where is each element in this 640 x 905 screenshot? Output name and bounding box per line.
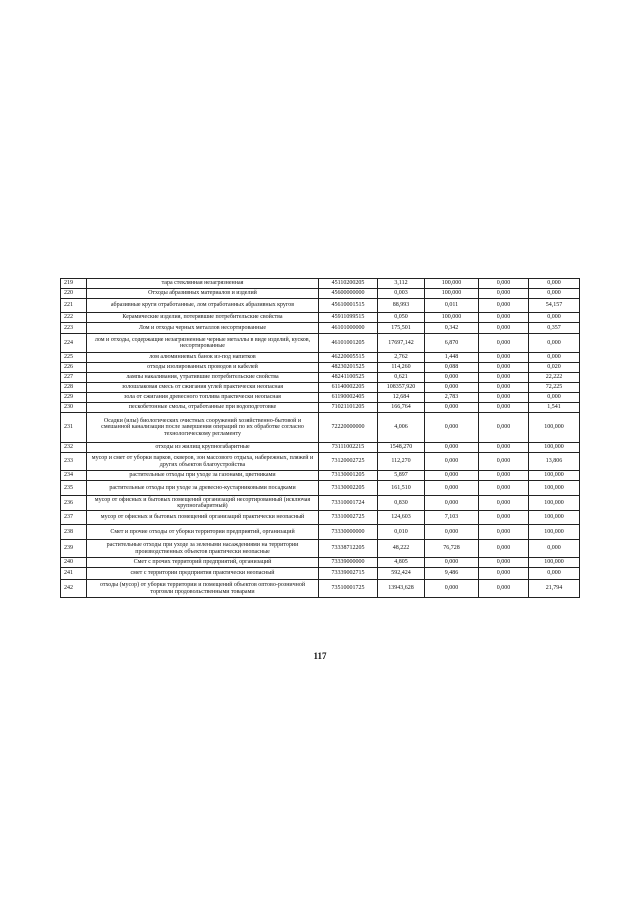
waste-name: мусор и смет от уборки парков, скверов, зон массового отдыха, набережных, пляжей и других объектов благоустройства [87,453,319,471]
fkko-code: 46101000000 [319,323,378,334]
waste-name: Осадки (илы) биологических очистных сооружений хозяйственно-бытовой и смешанной канализации после завершения операций по их обработке согласно технологическому регламенту [87,413,319,443]
waste-name: отходы из жилищ крупногабаритные [87,443,319,453]
value-1: 0,830 [378,496,425,511]
waste-name: Лом и отходы черных металлов несортированные [87,323,319,334]
row-number: 230 [61,403,87,413]
value-4: 100,000 [529,525,580,540]
row-number: 240 [61,558,87,568]
value-2: 2,783 [425,393,479,403]
value-2: 0,000 [425,496,479,511]
value-3: 0,000 [479,540,529,558]
value-1: 3,112 [378,279,425,289]
fkko-code: 73339000000 [319,558,378,568]
value-3: 0,000 [479,363,529,373]
table-row [61,393,580,403]
value-4: 0,000 [529,279,580,289]
value-1: 0,010 [378,525,425,540]
table-row [61,353,580,363]
table-row [61,279,580,289]
fkko-code: 45911099515 [319,313,378,323]
value-2: 9,486 [425,568,479,580]
value-2: 0,088 [425,363,479,373]
value-3: 0,000 [479,413,529,443]
value-4: 22,222 [529,373,580,383]
fkko-code: 73130001205 [319,471,378,481]
value-1: 13943,628 [378,580,425,598]
value-4: 0,000 [529,353,580,363]
value-4: 100,000 [529,471,580,481]
fkko-code: 73310001724 [319,496,378,511]
value-3: 0,000 [479,481,529,496]
value-2: 0,000 [425,383,479,393]
fkko-code: 73111002215 [319,443,378,453]
value-1: 12,684 [378,393,425,403]
value-1: 0,621 [378,373,425,383]
fkko-code: 45610001515 [319,299,378,313]
fkko-code: 73120002725 [319,453,378,471]
fkko-code: 72220000000 [319,413,378,443]
table-row [61,471,580,481]
value-4: 72,225 [529,383,580,393]
value-2: 1,448 [425,353,479,363]
table-row [61,558,580,568]
value-3: 0,000 [479,383,529,393]
fkko-code: 46101001205 [319,334,378,353]
fkko-code: 45600000000 [319,289,378,299]
row-number: 226 [61,363,87,373]
value-4: 100,000 [529,558,580,568]
value-3: 0,000 [479,580,529,598]
waste-name: мусор от офисных и бытовых помещений организаций несортированный (исключая крупногабаритный) [87,496,319,511]
value-3: 0,000 [479,496,529,511]
table-row [61,403,580,413]
value-1: 2,762 [378,353,425,363]
value-3: 0,000 [479,471,529,481]
row-number: 234 [61,471,87,481]
value-3: 0,000 [479,353,529,363]
row-number: 236 [61,496,87,511]
value-4: 0,000 [529,393,580,403]
fkko-code: 73310002725 [319,511,378,525]
value-4: 0,000 [529,334,580,353]
table-row [61,481,580,496]
row-number: 242 [61,580,87,598]
row-number: 219 [61,279,87,289]
waste-name: абразивные круги отработанные, лом отработанных абразивных кругов [87,299,319,313]
value-3: 0,000 [479,403,529,413]
value-3: 0,000 [479,525,529,540]
waste-table-body [61,279,580,598]
fkko-code: 48241100525 [319,373,378,383]
value-1: 4,006 [378,413,425,443]
value-4: 100,000 [529,413,580,443]
value-3: 0,000 [479,443,529,453]
row-number: 235 [61,481,87,496]
value-1: 161,510 [378,481,425,496]
value-2: 0,342 [425,323,479,334]
fkko-code: 73130002205 [319,481,378,496]
table-row [61,413,580,443]
value-2: 0,000 [425,471,479,481]
fkko-code: 61140002205 [319,383,378,393]
fkko-code: 73510001725 [319,580,378,598]
row-number: 237 [61,511,87,525]
value-3: 0,000 [479,558,529,568]
waste-name: мусор от офисных и бытовых помещений организаций практически неопасный [87,511,319,525]
row-number: 227 [61,373,87,383]
value-4: 13,806 [529,453,580,471]
waste-name: растительные отходы при уходе за древесно-кустарниковыми посадками [87,481,319,496]
table-row [61,511,580,525]
value-2: 0,011 [425,299,479,313]
waste-name: лом алюминиевых банок из-под напитков [87,353,319,363]
row-number: 222 [61,313,87,323]
table-row [61,289,580,299]
table-row [61,443,580,453]
value-2: 0,000 [425,443,479,453]
value-4: 0,000 [529,540,580,558]
value-1: 124,603 [378,511,425,525]
row-number: 232 [61,443,87,453]
row-number: 223 [61,323,87,334]
fkko-code: 46220005515 [319,353,378,363]
value-4: 100,000 [529,496,580,511]
value-1: 48,222 [378,540,425,558]
value-3: 0,000 [479,323,529,334]
waste-name: Смет с прочих территорий предприятий, организаций [87,558,319,568]
value-4: 0,020 [529,363,580,373]
value-1: 112,270 [378,453,425,471]
value-4: 0,000 [529,568,580,580]
table-row [61,313,580,323]
value-2: 0,000 [425,373,479,383]
value-3: 0,000 [479,453,529,471]
table-row [61,323,580,334]
value-2: 76,728 [425,540,479,558]
waste-table-container [60,278,579,598]
row-number: 233 [61,453,87,471]
value-4: 54,157 [529,299,580,313]
table-row [61,373,580,383]
value-1: 5,897 [378,471,425,481]
waste-name: растительные отходы при уходе за газонами, цветниками [87,471,319,481]
waste-name: Смет и прочие отходы от уборки территории предприятий, организаций [87,525,319,540]
value-4: 0,357 [529,323,580,334]
value-4: 21,794 [529,580,580,598]
value-1: 17697,142 [378,334,425,353]
table-row [61,540,580,558]
value-3: 0,000 [479,373,529,383]
value-4: 0,000 [529,313,580,323]
value-1: 88,993 [378,299,425,313]
value-4: 0,000 [529,289,580,299]
value-4: 100,000 [529,481,580,496]
value-1: 592,424 [378,568,425,580]
waste-name: пескобетонные смолы, отработанные при водоподготовке [87,403,319,413]
value-3: 0,000 [479,568,529,580]
value-1: 108357,920 [378,383,425,393]
value-1: 1548,270 [378,443,425,453]
value-4: 100,000 [529,511,580,525]
value-4: 100,000 [529,443,580,453]
table-row [61,363,580,373]
value-2: 0,000 [425,481,479,496]
row-number: 231 [61,413,87,443]
table-row [61,580,580,598]
waste-table [60,278,580,598]
row-number: 220 [61,289,87,299]
value-1: 175,501 [378,323,425,334]
value-2: 0,000 [425,580,479,598]
waste-name: отходы (мусор) от уборки территории и помещений объектов оптово-розничной торговли продовольственными товарами [87,580,319,598]
waste-name: лом и отходы, содержащие незагрязненные черные металлы в виде изделий, кусков, несортированные [87,334,319,353]
waste-name: тара стеклянная незагрязненная [87,279,319,289]
table-row [61,496,580,511]
row-number: 238 [61,525,87,540]
value-1: 114,260 [378,363,425,373]
table-row [61,453,580,471]
value-1: 4,805 [378,558,425,568]
value-3: 0,000 [479,511,529,525]
value-1: 0,050 [378,313,425,323]
fkko-code: 61190002405 [319,393,378,403]
waste-name: зола от сжигания древесного топлива практически неопасная [87,393,319,403]
waste-name: Керамические изделия, потерявшие потребительские свойства [87,313,319,323]
table-row [61,299,580,313]
fkko-code: 48230201525 [319,363,378,373]
value-1: 166,764 [378,403,425,413]
waste-name: золошлаковая смесь от сжигания углей практически неопасная [87,383,319,393]
row-number: 224 [61,334,87,353]
value-2: 0,000 [425,558,479,568]
value-2: 0,000 [425,525,479,540]
value-3: 0,000 [479,289,529,299]
table-row [61,383,580,393]
fkko-code: 73330000000 [319,525,378,540]
value-2: 6,870 [425,334,479,353]
waste-name: смет с территории предприятия практически неопасный [87,568,319,580]
value-3: 0,000 [479,279,529,289]
waste-name: Отходы абразивных материалов и изделий [87,289,319,299]
table-row [61,568,580,580]
row-number: 229 [61,393,87,403]
row-number: 221 [61,299,87,313]
row-number: 228 [61,383,87,393]
value-2: 7,103 [425,511,479,525]
value-3: 0,000 [479,313,529,323]
waste-name: лампы накаливания, утратившие потребительские свойства [87,373,319,383]
waste-name: отходы изолированных проводов и кабелей [87,363,319,373]
waste-name: растительные отходы при уходе за зелеными насаждениями на территории производственных объектов практически неопасные [87,540,319,558]
row-number: 239 [61,540,87,558]
fkko-code: 45110200205 [319,279,378,289]
fkko-code: 73338712205 [319,540,378,558]
fkko-code: 71021101205 [319,403,378,413]
fkko-code: 73339002715 [319,568,378,580]
value-2: 100,000 [425,289,479,299]
value-2: 100,000 [425,279,479,289]
value-2: 100,000 [425,313,479,323]
value-4: 1,541 [529,403,580,413]
value-1: 0,003 [378,289,425,299]
row-number: 241 [61,568,87,580]
table-row [61,525,580,540]
value-2: 0,000 [425,403,479,413]
value-3: 0,000 [479,334,529,353]
page-number: 117 [313,651,327,661]
value-3: 0,000 [479,299,529,313]
table-row [61,334,580,353]
value-2: 0,000 [425,413,479,443]
value-2: 0,000 [425,453,479,471]
value-3: 0,000 [479,393,529,403]
row-number: 225 [61,353,87,363]
